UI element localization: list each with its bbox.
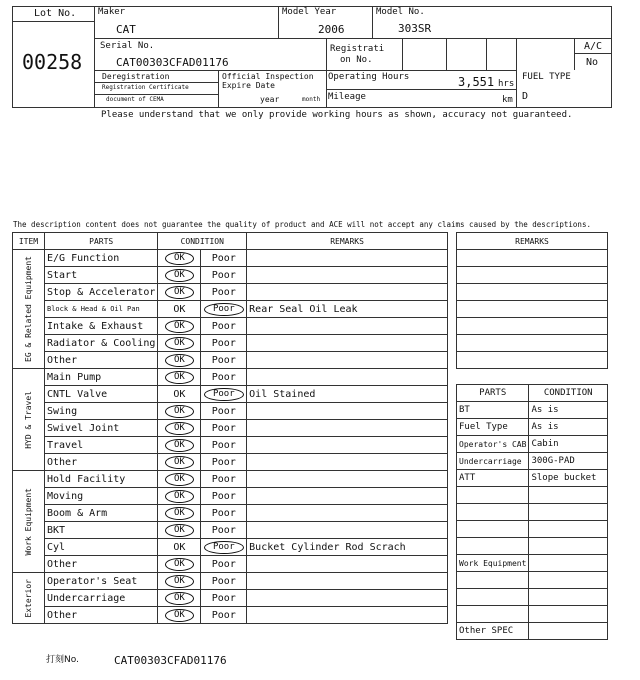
right-remarks-row: [457, 267, 608, 284]
right-parts-condition: [529, 487, 608, 504]
right-parts-part: BT: [457, 402, 529, 419]
right-parts-part: Operator's CAB: [457, 436, 529, 453]
right-parts-row: [457, 504, 608, 521]
right-parts-row: [457, 453, 608, 470]
part-name: Undercarriage: [44, 590, 157, 607]
condition-poor-cell: [201, 301, 247, 318]
serial-label: Serial No.: [100, 41, 155, 51]
condition-poor: Poor: [204, 541, 244, 554]
remark-cell: [247, 505, 448, 522]
condition-poor: Poor: [204, 388, 244, 401]
item-group-cell: [13, 250, 45, 369]
table-row: [13, 437, 448, 454]
part-name: E/G Function: [44, 250, 157, 267]
part-name: Start: [44, 267, 157, 284]
part-name: Other: [44, 556, 157, 573]
right-parts-row: [457, 572, 608, 589]
table-row: [13, 556, 448, 573]
condition-ok: OK: [165, 575, 194, 588]
table-row: [13, 488, 448, 505]
condition-ok: OK: [165, 524, 194, 537]
condition-ok: OK: [165, 507, 194, 520]
condition-ok: OK: [165, 286, 194, 299]
right-remarks-cell: [457, 267, 608, 284]
remark-cell: [247, 284, 448, 301]
condition-ok-cell: [158, 522, 201, 539]
right-remarks-table: [456, 232, 608, 369]
condition-poor-cell: [201, 539, 247, 556]
condition-poor-cell: [201, 573, 247, 590]
table-row: [13, 420, 448, 437]
right-parts-condition: [529, 521, 608, 538]
condition-ok-cell: [158, 573, 201, 590]
part-name: Travel: [44, 437, 157, 454]
right-parts-row: [457, 487, 608, 504]
right-parts-row: [457, 623, 608, 640]
mileage-label: Mileage: [328, 92, 366, 102]
condition-poor-cell: [201, 267, 247, 284]
condition-ok-cell: [158, 454, 201, 471]
condition-ok-cell: [158, 403, 201, 420]
hrs-label: hrs: [498, 79, 515, 89]
fuel-type-label: FUEL TYPE: [522, 72, 571, 82]
part-name: Swing: [44, 403, 157, 420]
condition-poor-cell: [201, 250, 247, 267]
right-remarks-cell: [457, 318, 608, 335]
right-parts-condition: As is: [529, 419, 608, 436]
table-row: [13, 318, 448, 335]
condition-poor-cell: [201, 335, 247, 352]
condition-poor: Poor: [211, 439, 236, 451]
condition-poor-cell: [201, 352, 247, 369]
part-name: CNTL Valve: [44, 386, 157, 403]
table-row: [13, 267, 448, 284]
condition-ok: OK: [173, 388, 186, 400]
right-parts-part: Undercarriage: [457, 453, 529, 470]
remark-cell: Oil Stained: [247, 386, 448, 403]
condition-ok: OK: [165, 371, 194, 384]
condition-ok: OK: [165, 439, 194, 452]
condition-poor-cell: [201, 284, 247, 301]
operating-hours-value: 3,551: [458, 75, 495, 89]
condition-poor: Poor: [211, 286, 236, 298]
table-row: [13, 403, 448, 420]
condition-ok: OK: [165, 354, 194, 367]
item-group-cell: [13, 573, 45, 624]
condition-poor-cell: [201, 318, 247, 335]
right-parts-part: [457, 572, 529, 589]
right-parts-condition: [529, 538, 608, 555]
condition-ok-cell: [158, 352, 201, 369]
condition-poor: Poor: [211, 592, 236, 604]
table-row: [13, 522, 448, 539]
footer-value: CAT00303CFAD01176: [114, 654, 227, 667]
model-year-label: Model Year: [282, 7, 337, 17]
right-parts-row: [457, 470, 608, 487]
right-remarks-row: [457, 301, 608, 318]
condition-poor-cell: [201, 590, 247, 607]
deregistration-label: Deregistration: [102, 72, 170, 81]
right-parts-row: [457, 402, 608, 419]
condition-ok-cell: [158, 386, 201, 403]
right-parts-section-label: Work Equipment: [457, 555, 529, 572]
table-row: [13, 573, 448, 590]
table-row: [13, 301, 448, 318]
condition-ok: OK: [173, 303, 186, 315]
remark-cell: Bucket Cylinder Rod Scrach: [247, 539, 448, 556]
remark-cell: [247, 556, 448, 573]
remark-cell: [247, 590, 448, 607]
part-name: Block & Head & Oil Pan: [44, 301, 157, 318]
part-name: Other: [44, 454, 157, 471]
condition-ok-cell: [158, 556, 201, 573]
fuel-type-value: D: [522, 91, 529, 102]
condition-poor-cell: [201, 488, 247, 505]
official-inspection-label-1: Official Inspection: [222, 72, 314, 81]
table-row: [13, 335, 448, 352]
right-parts-condition: Slope bucket: [529, 470, 608, 487]
remark-cell: [247, 335, 448, 352]
table-row: [13, 369, 448, 386]
right-remarks-row: [457, 250, 608, 267]
condition-ok-cell: [158, 284, 201, 301]
right-parts-part: [457, 589, 529, 606]
right-parts-row: [457, 555, 608, 572]
table-row: [13, 284, 448, 301]
condition-ok-cell: [158, 488, 201, 505]
right-parts-row: [457, 606, 608, 623]
table-row: [13, 250, 448, 267]
condition-poor: Poor: [211, 405, 236, 417]
right-parts-col-condition: CONDITION: [529, 385, 608, 402]
condition-poor: Poor: [211, 524, 236, 536]
right-remarks-row: [457, 335, 608, 352]
right-parts-part: Fuel Type: [457, 419, 529, 436]
right-remarks-body: [457, 250, 608, 369]
condition-ok-cell: [158, 301, 201, 318]
table-row: [13, 590, 448, 607]
right-parts-part: [457, 504, 529, 521]
model-year-value: 2006: [318, 23, 345, 36]
right-remarks-cell: [457, 250, 608, 267]
condition-ok: OK: [165, 558, 194, 571]
condition-poor-cell: [201, 556, 247, 573]
right-remarks-cell: [457, 284, 608, 301]
right-parts-row: [457, 436, 608, 453]
ac-value: No: [586, 57, 599, 68]
remark-cell: [247, 369, 448, 386]
condition-poor: Poor: [211, 252, 236, 264]
right-parts-row: [457, 589, 608, 606]
condition-poor: Poor: [211, 269, 236, 281]
remark-cell: [247, 522, 448, 539]
col-remarks: REMARKS: [247, 233, 448, 250]
ac-label: A/C: [584, 41, 603, 52]
condition-poor: Poor: [211, 354, 236, 366]
right-parts-row: [457, 521, 608, 538]
condition-ok: OK: [165, 490, 194, 503]
condition-ok-cell: [158, 318, 201, 335]
table-row: [13, 471, 448, 488]
registration-label-1: Registrati: [330, 44, 385, 54]
part-name: Moving: [44, 488, 157, 505]
right-parts-section-label: Other SPEC: [457, 623, 529, 640]
month-label: month: [302, 96, 321, 103]
remark-cell: [247, 267, 448, 284]
part-name: Radiator & Cooling: [44, 335, 157, 352]
footer-label: 打刻No.: [46, 655, 79, 665]
condition-ok: OK: [165, 269, 194, 282]
condition-ok-cell: [158, 267, 201, 284]
right-parts-condition: 300G-PAD: [529, 453, 608, 470]
right-parts-row: [457, 538, 608, 555]
condition-poor-cell: [201, 454, 247, 471]
right-parts-part: [457, 538, 529, 555]
table-row: [13, 454, 448, 471]
condition-ok: OK: [165, 405, 194, 418]
condition-ok-cell: [158, 607, 201, 624]
condition-poor-cell: [201, 386, 247, 403]
part-name: Operator's Seat: [44, 573, 157, 590]
condition-ok-cell: [158, 369, 201, 386]
table-row: [13, 505, 448, 522]
condition-ok-cell: [158, 471, 201, 488]
condition-poor: Poor: [204, 303, 244, 316]
right-parts-part: [457, 521, 529, 538]
lot-number: 00258: [22, 50, 83, 74]
maker-value: CAT: [116, 23, 136, 36]
right-parts-condition: [529, 555, 608, 572]
remark-cell: [247, 403, 448, 420]
condition-ok: OK: [165, 609, 194, 622]
right-parts-body: [457, 402, 608, 640]
reg-certificate-label: Registration Certificate: [102, 84, 189, 91]
condition-poor-cell: [201, 437, 247, 454]
remark-cell: [247, 318, 448, 335]
operating-hours-label: Operating Hours: [328, 72, 410, 82]
remark-cell: [247, 437, 448, 454]
part-name: Main Pump: [44, 369, 157, 386]
model-no-label: Model No.: [376, 7, 425, 17]
right-parts-col-parts: PARTS: [457, 385, 529, 402]
condition-poor: Poor: [211, 337, 236, 349]
part-name: Boom & Arm: [44, 505, 157, 522]
working-hours-note: Please understand that we only provide working hours as shown, accuracy not guaranteed.: [101, 110, 573, 120]
right-remarks-cell: [457, 335, 608, 352]
remark-cell: [247, 420, 448, 437]
part-name: Other: [44, 607, 157, 624]
right-parts-part: [457, 606, 529, 623]
item-group-label: Exterior: [23, 578, 33, 618]
condition-poor: Poor: [211, 558, 236, 570]
condition-poor-cell: [201, 505, 247, 522]
condition-ok-cell: [158, 335, 201, 352]
part-name: Swivel Joint: [44, 420, 157, 437]
condition-ok-cell: [158, 590, 201, 607]
cema-label: document of CEMA: [106, 96, 164, 103]
item-group-cell: [13, 471, 45, 573]
condition-poor: Poor: [211, 507, 236, 519]
condition-poor: Poor: [211, 609, 236, 621]
maker-label: Maker: [98, 7, 126, 17]
condition-poor-cell: [201, 403, 247, 420]
table-row: [13, 539, 448, 556]
condition-poor-cell: [201, 369, 247, 386]
right-parts-condition: [529, 572, 608, 589]
remark-cell: [247, 573, 448, 590]
right-parts-condition: As is: [529, 402, 608, 419]
condition-poor-cell: [201, 420, 247, 437]
condition-poor-cell: [201, 522, 247, 539]
part-name: Stop & Accelerator: [44, 284, 157, 301]
remark-cell: [247, 454, 448, 471]
model-no-value: 303SR: [398, 22, 432, 35]
header-block: [12, 6, 612, 108]
right-remarks-row: [457, 352, 608, 369]
right-remarks-cell: [457, 301, 608, 318]
part-name: BKT: [44, 522, 157, 539]
condition-table: [12, 232, 448, 624]
remark-cell: Rear Seal Oil Leak: [247, 301, 448, 318]
part-name: Cyl: [44, 539, 157, 556]
right-remarks-cell: [457, 352, 608, 369]
right-parts-part: ATT: [457, 470, 529, 487]
part-name: Other: [44, 352, 157, 369]
right-parts-condition: [529, 623, 608, 640]
table-row: [13, 386, 448, 403]
condition-ok-cell: [158, 420, 201, 437]
condition-ok-cell: [158, 250, 201, 267]
condition-ok: OK: [165, 252, 194, 265]
item-group-label: EG & Related Equipment: [23, 256, 33, 362]
remark-cell: [247, 352, 448, 369]
col-parts: PARTS: [44, 233, 157, 250]
right-parts-condition: Cabin: [529, 436, 608, 453]
right-parts-table: [456, 384, 608, 640]
condition-ok: OK: [165, 592, 194, 605]
col-condition: CONDITION: [158, 233, 247, 250]
condition-ok: OK: [165, 473, 194, 486]
right-parts-row: [457, 419, 608, 436]
item-group-cell: [13, 369, 45, 471]
right-parts-condition: [529, 606, 608, 623]
condition-poor: Poor: [211, 320, 236, 332]
condition-table-header: [13, 233, 448, 250]
condition-poor: Poor: [211, 422, 236, 434]
item-group-label: Work Equipment: [23, 487, 33, 556]
condition-ok: OK: [165, 320, 194, 333]
right-remarks-row: [457, 318, 608, 335]
right-parts-part: [457, 487, 529, 504]
disclaimer: The description content does not guarantee the quality of product and ACE will not accept any claims caused by the descriptions.: [13, 220, 591, 229]
serial-value: CAT00303CFAD01176: [116, 56, 229, 69]
condition-poor: Poor: [211, 490, 236, 502]
km-label: km: [502, 95, 513, 105]
condition-poor: Poor: [211, 473, 236, 485]
right-parts-condition: [529, 504, 608, 521]
col-item: ITEM: [13, 233, 45, 250]
year-label: year: [260, 95, 280, 104]
condition-ok: OK: [165, 337, 194, 350]
condition-ok-cell: [158, 505, 201, 522]
remark-cell: [247, 250, 448, 267]
remark-cell: [247, 607, 448, 624]
condition-poor-cell: [201, 607, 247, 624]
table-row: [13, 352, 448, 369]
condition-ok: OK: [173, 541, 186, 553]
condition-ok-cell: [158, 539, 201, 556]
condition-poor: Poor: [211, 371, 236, 383]
condition-poor: Poor: [211, 456, 236, 468]
condition-ok: OK: [165, 422, 194, 435]
condition-poor: Poor: [211, 575, 236, 587]
remark-cell: [247, 488, 448, 505]
table-row: [13, 607, 448, 624]
item-group-label: HYD & Travel: [23, 390, 33, 449]
remark-cell: [247, 471, 448, 488]
condition-ok-cell: [158, 437, 201, 454]
registration-label-2: on No.: [340, 55, 373, 65]
right-remarks-header: REMARKS: [457, 233, 608, 250]
condition-poor-cell: [201, 471, 247, 488]
part-name: Intake & Exhaust: [44, 318, 157, 335]
part-name: Hold Facility: [44, 471, 157, 488]
condition-ok: OK: [165, 456, 194, 469]
condition-table-body: [13, 250, 448, 624]
right-remarks-row: [457, 284, 608, 301]
official-inspection-label-2: Expire Date: [222, 81, 275, 90]
lot-label: Lot No.: [34, 8, 77, 19]
right-parts-condition: [529, 589, 608, 606]
